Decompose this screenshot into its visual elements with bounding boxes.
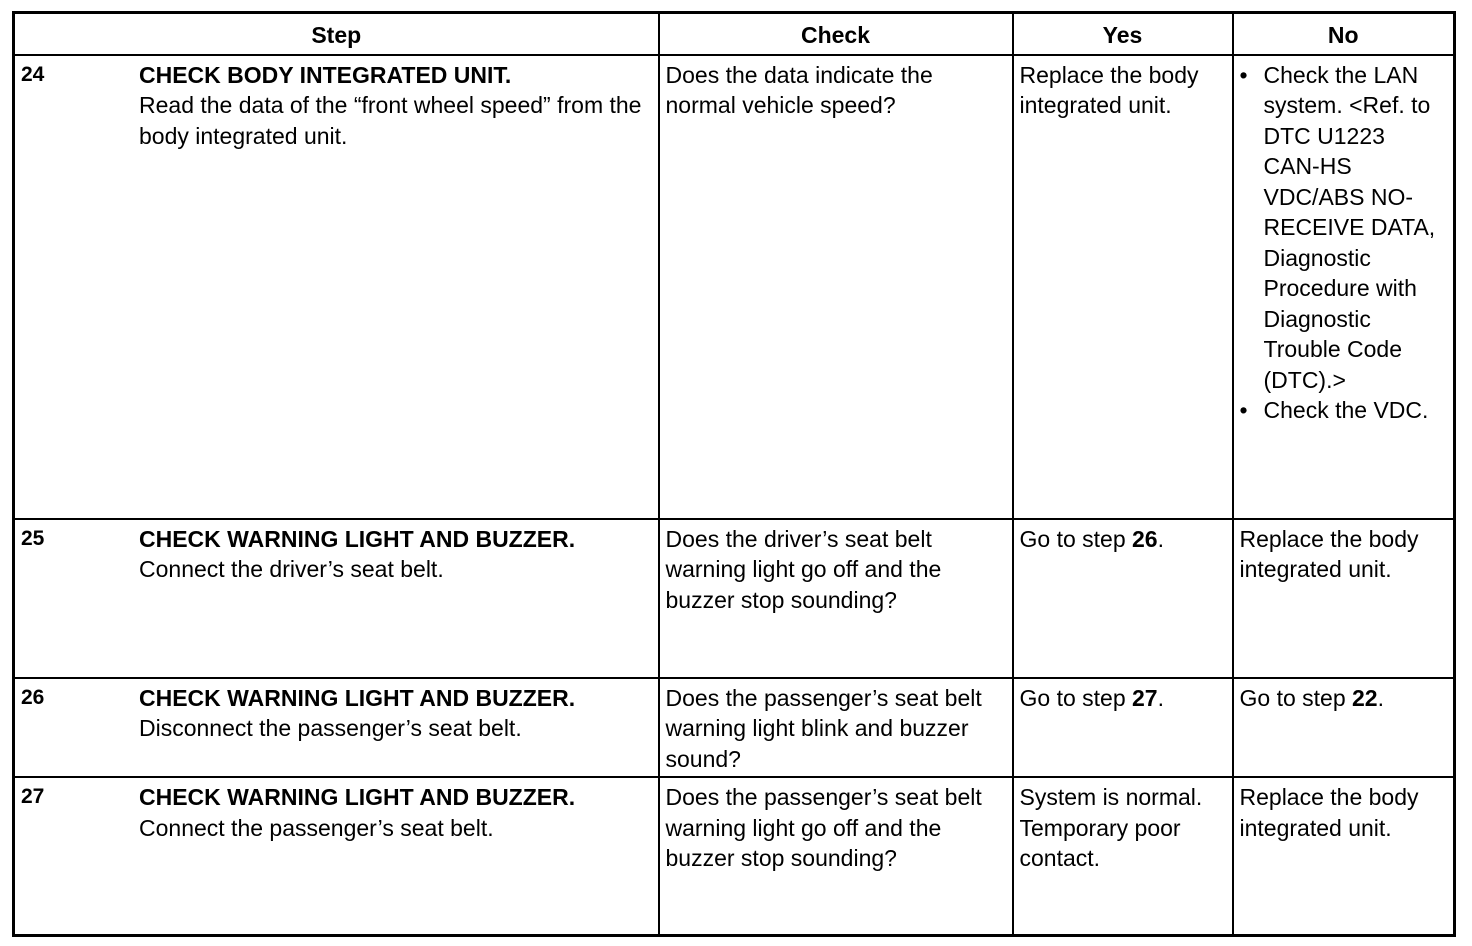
goto-step-link[interactable]: 27 (1132, 684, 1158, 711)
step-title: CHECK WARNING LIGHT AND BUZZER. (139, 784, 576, 810)
goto-prefix: Go to step (1239, 684, 1353, 711)
goto-suffix: . (1157, 684, 1164, 711)
step-cell (14, 519, 659, 678)
goto-step-link[interactable]: 26 (1132, 525, 1158, 552)
header-yes: Yes (1013, 13, 1233, 55)
yes-cell (1013, 678, 1233, 778)
goto-prefix: Go to step (1019, 684, 1133, 711)
step-number: 24 (21, 62, 45, 86)
diagnostic-procedure-table (12, 11, 1456, 937)
check-cell: Does the driver’s seat belt warning light go off and the buzzer stop sounding? (659, 519, 1013, 678)
step-cell (14, 777, 659, 935)
yes-cell: Replace the body integrated unit. (1013, 55, 1233, 519)
step-description: Read the data of the “front wheel speed” from the body integrated unit. (139, 92, 642, 149)
no-cell: Replace the body integrated unit. (1233, 777, 1455, 935)
check-cell: Does the data indicate the normal vehicle speed? (659, 55, 1013, 519)
header-no: No (1233, 13, 1455, 55)
step-number: 25 (21, 526, 45, 550)
yes-cell (1013, 519, 1233, 678)
step-description: Connect the driver’s seat belt. (139, 556, 444, 582)
goto-prefix: Go to step (1019, 525, 1133, 552)
no-cell (1233, 55, 1455, 519)
bullet-icon: • (1239, 397, 1248, 423)
goto-suffix: . (1377, 684, 1384, 711)
check-cell: Does the passenger’s seat belt warning light blink and buzzer sound? (659, 678, 1013, 778)
list-item (1240, 395, 1448, 426)
bullet-icon: • (1239, 61, 1248, 88)
table-row (14, 777, 1455, 935)
table-row (14, 519, 1455, 678)
step-number: 27 (21, 785, 45, 808)
table-row (14, 678, 1455, 778)
step-number: 26 (21, 685, 45, 709)
header-row (14, 13, 1455, 55)
header-check: Check (659, 13, 1013, 55)
step-title: CHECK BODY INTEGRATED UNIT. (139, 61, 512, 88)
yes-cell: System is normal. Temporary poor contact. (1013, 777, 1233, 935)
list-item-text: Check the VDC. (1263, 397, 1429, 423)
goto-step-link[interactable]: 22 (1352, 684, 1378, 711)
check-cell: Does the passenger’s seat belt warning light go off and the buzzer stop sounding? (659, 777, 1013, 935)
goto-suffix: . (1157, 525, 1164, 552)
step-title: CHECK WARNING LIGHT AND BUZZER. (139, 525, 576, 552)
step-cell (14, 55, 659, 519)
step-description: Connect the passenger’s seat belt. (139, 814, 494, 841)
list-item-text: Check the LAN system. <Ref. to DTC U1223 CAN-HS VDC/ABS NO-RECEIVE DATA, Diagnostic Procedure with Diagnostic Trouble Code (DTC).> (1263, 61, 1436, 393)
header-step: Step (14, 13, 659, 55)
table-row (14, 55, 1455, 519)
no-cell (1233, 678, 1455, 778)
no-bullet-list (1240, 60, 1448, 426)
no-cell: Replace the body integrated unit. (1233, 519, 1455, 678)
step-title: CHECK WARNING LIGHT AND BUZZER. (139, 684, 576, 711)
step-description: Disconnect the passenger’s seat belt. (139, 715, 522, 741)
step-cell (14, 678, 659, 778)
list-item (1240, 60, 1448, 396)
